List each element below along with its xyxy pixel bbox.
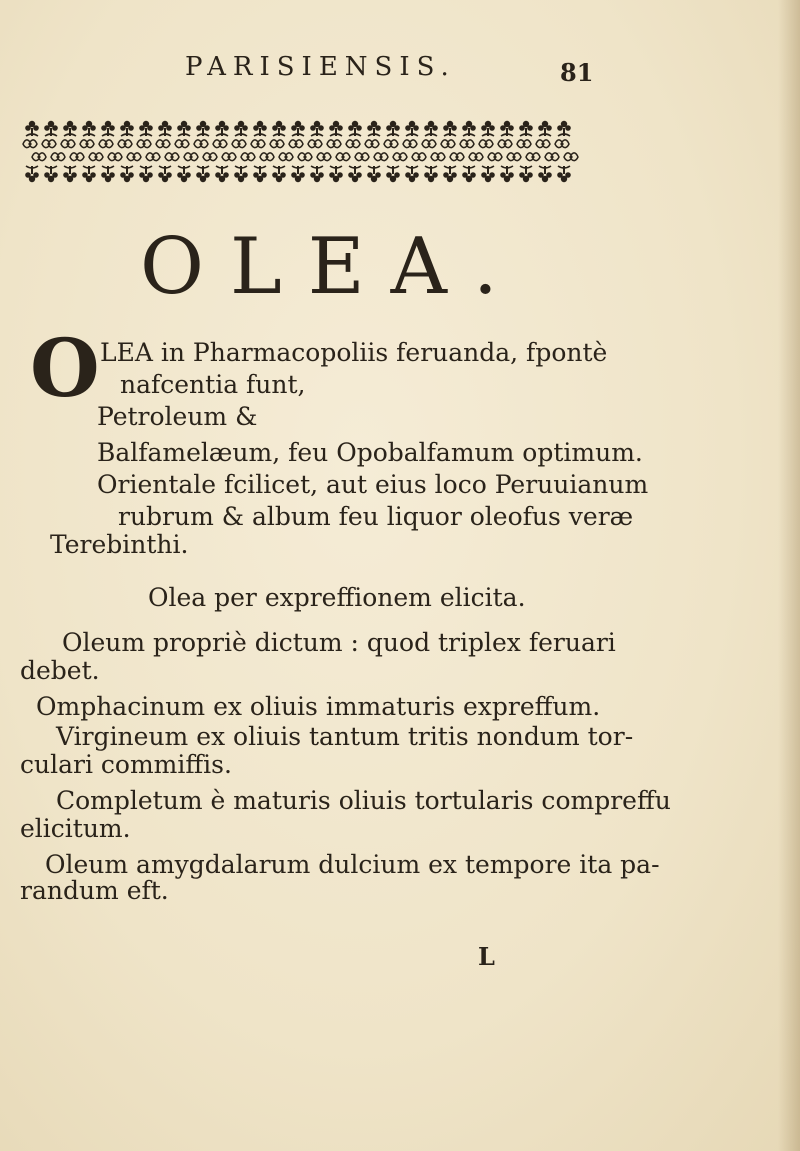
text-line: Balfamelæum, feu Opobalfamum optimum. [97, 438, 643, 467]
text-line: elicitum. [20, 814, 131, 843]
running-head: PARISIENSIS. [185, 52, 456, 82]
catchword: L [478, 942, 495, 971]
subheading: Olea per expreffionem elicita. [148, 583, 526, 612]
drop-cap: O [30, 321, 100, 415]
fleuron-band-icon [22, 118, 588, 184]
text-line: debet. [20, 656, 100, 685]
text-line: Terebinthi. [50, 530, 189, 559]
page-number: 81 [560, 58, 594, 87]
text-line: nafcentia funt, [120, 370, 306, 399]
text-line: LEA in Pharmacopoliis feruanda, fpontè [100, 338, 608, 367]
text-line: Orientale fcilicet, aut eius loco Peruuianum [97, 470, 649, 499]
text-line: Omphacinum ex oliuis immaturis expreffum. [36, 692, 601, 721]
text-line: Virgineum ex oliuis tantum tritis nondum tor- [56, 722, 634, 751]
page-title: OLEA. [140, 222, 524, 312]
text-line: Petroleum & [97, 402, 258, 431]
text-line: Oleum amygdalarum dulcium ex tempore ita pa- [45, 850, 660, 879]
text-line: rubrum & album feu liquor oleofus veræ [118, 502, 634, 531]
text-line: culari commiffis. [20, 750, 232, 779]
text-line: Completum è maturis oliuis tortularis compreffu [56, 786, 671, 815]
text-line: Oleum propriè dictum : quod triplex feruari [62, 628, 616, 657]
text-line: randum eft. [20, 876, 169, 905]
